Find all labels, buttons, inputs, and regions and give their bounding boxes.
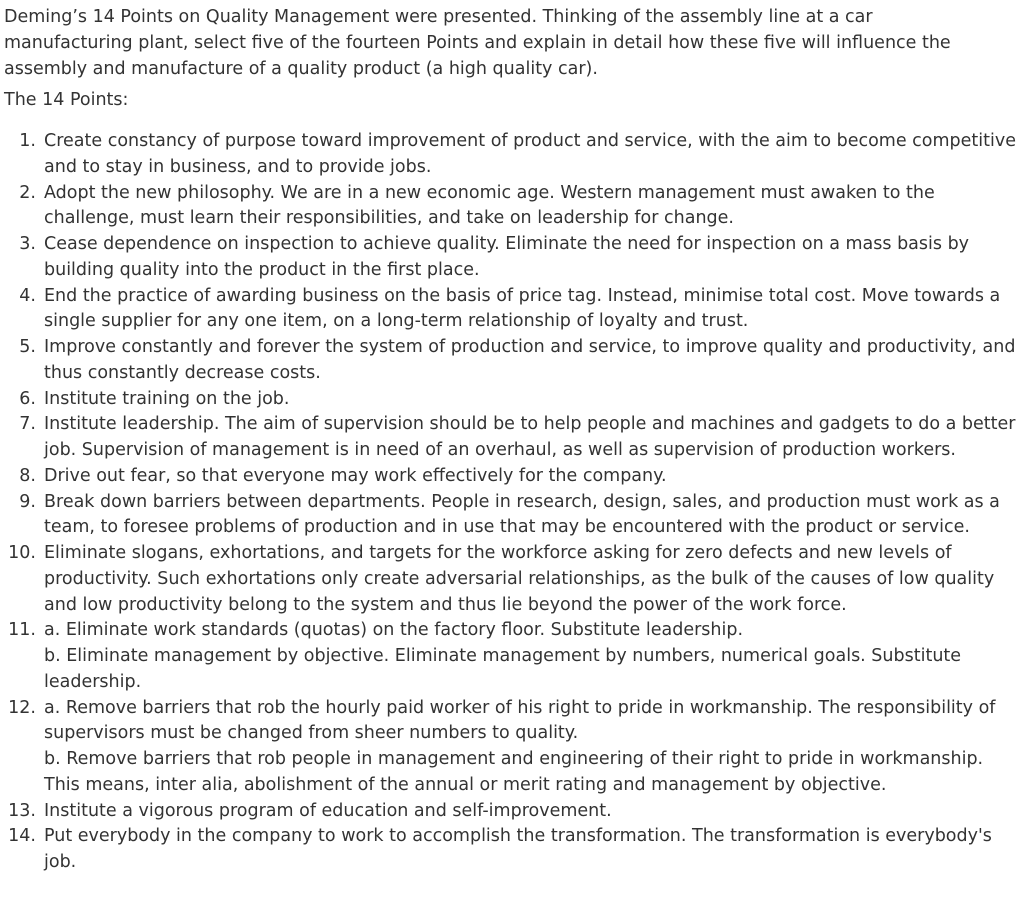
point-9 (4, 490, 1020, 542)
point-number: 8. (19, 465, 36, 486)
point-subitem-a: a. Eliminate work standards (quotas) on the factory floor. Substitute leadership. (44, 620, 744, 641)
point-4 (4, 284, 1020, 336)
point-12 (4, 696, 1020, 799)
point-number: 13. (8, 800, 36, 821)
point-text: Improve constantly and forever the system of production and service, to improve quality and productivity, and thus constantly decrease costs. (44, 337, 1016, 383)
point-7 (4, 412, 1020, 464)
point-text: Create constancy of purpose toward improvement of product and service, with the aim to become competitive and to stay in business, and to provide jobs. (44, 131, 1017, 177)
point-text: Put everybody in the company to work to accomplish the transformation. The transformation is everybody's job. (44, 826, 992, 872)
point-number: 14. (8, 826, 36, 847)
question-intro: Deming’s 14 Points on Quality Management were presented. Thinking of the assembly line at a car manufacturing plant, select five of the fourteen Points and explain in detail how these five will influence the assembly and manufacture of a quality product (a high quality car). (4, 7, 951, 79)
point-text: End the practice of awarding business on the basis of price tag. Instead, minimise total cost. Move towards a single supplier for any one item, on a long-term relationship of loyalty and trust. (44, 285, 1001, 332)
point-number: 4. (19, 285, 36, 306)
point-text: Break down barriers between departments. People in research, design, sales, and production must work as a team, to foresee problems of production and in use that may be encountered with the product or service. (44, 491, 1000, 538)
point-text: Institute a vigorous program of education and self-improvement. (44, 800, 612, 821)
point-14 (4, 824, 1020, 876)
point-subitem-b: b. Eliminate management by objective. Eliminate management by numbers, numerical goals. Substitute leadership. (44, 646, 962, 692)
point-2 (4, 181, 1020, 233)
point-text: Adopt the new philosophy. We are in a new economic age. Western management must awaken to the challenge, must learn their responsibilities, and take on leadership for change. (44, 182, 935, 229)
point-number: 1. (19, 131, 36, 151)
point-number: 10. (8, 543, 36, 563)
point-8 (4, 464, 1020, 490)
point-text: Cease dependence on inspection to achieve quality. Eliminate the need for inspection on a mass basis by building quality into the product in the first place. (44, 234, 970, 280)
point-1 (4, 129, 1020, 181)
point-number: 9. (19, 491, 36, 512)
point-number: 12. (8, 697, 36, 718)
point-text: Drive out fear, so that everyone may work effectively for the company. (44, 465, 667, 486)
point-number: 11. (8, 620, 36, 641)
point-11 (4, 618, 1020, 695)
point-6 (4, 387, 1020, 413)
point-number: 5. (19, 337, 36, 357)
point-5 (4, 335, 1020, 387)
point-number: 2. (19, 182, 36, 203)
point-text: Eliminate slogans, exhortations, and targets for the workforce asking for zero defects and new levels of productivity. Such exhortations only create adversarial relationships, as the bulk of the causes of low quality and low productivity belong to the system and thus lie beyond the power of the work force. (44, 543, 995, 615)
point-subitem-a: a. Remove barriers that rob the hourly paid worker of his right to pride in workmanship. The responsibility of supervisors must be changed from sheer numbers to quality. (44, 697, 996, 744)
point-number: 6. (19, 388, 36, 409)
point-text: Institute training on the job. (44, 388, 290, 409)
point-subitem-b: b. Remove barriers that rob people in management and engineering of their right to pride in workmanship. This means, inter alia, abolishment of the annual or merit rating and management by objective. (44, 749, 984, 795)
point-13 (4, 799, 1020, 825)
points-list (4, 129, 1020, 876)
point-text: Institute leadership. The aim of supervision should be to help people and machines and gadgets to do a better job. Supervision of management is in need of an overhaul, as well as supervision of production workers. (44, 414, 1016, 460)
point-10 (4, 541, 1020, 618)
point-number: 3. (19, 234, 36, 254)
point-3 (4, 232, 1020, 284)
point-number: 7. (19, 414, 36, 435)
list-heading: The 14 Points: (4, 90, 129, 111)
